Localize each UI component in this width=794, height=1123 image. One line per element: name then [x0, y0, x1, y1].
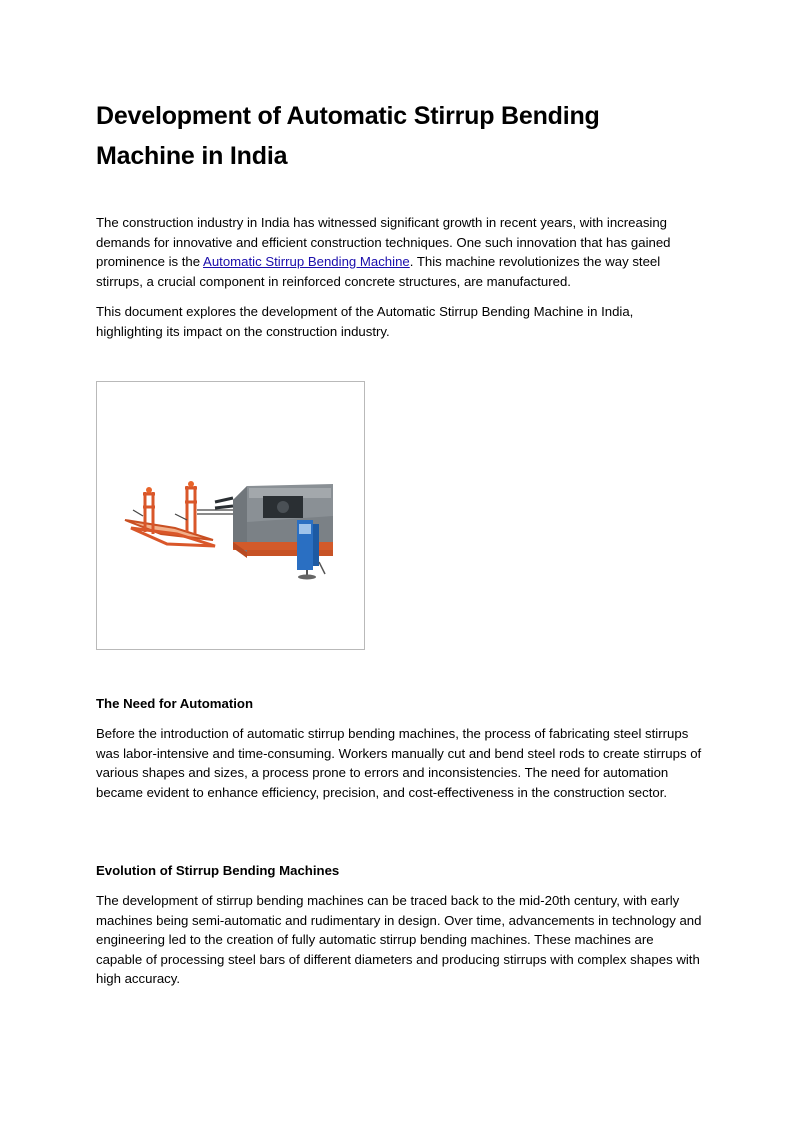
stirrup-bending-machine-icon — [97, 382, 364, 649]
intro-text-after-link: . This machine revolutionizes the way steel stirrups, a crucial component in reinforced concrete structures, are manufactured. — [96, 254, 661, 289]
machine-image — [96, 381, 365, 650]
intro-text-before-link: The construction industry in India has witnessed significant growth in recent years, with increasing demands for innovative and efficient construction techniques. One such innovation that has gained prominence is the — [96, 215, 671, 269]
section-paragraph: Before the introduction of automatic stirrup bending machines, the process of fabricating steel stirrups was labor-intensive and time-consuming. Workers manually cut and bend steel rods to create stirrups of various shapes and sizes, a process prone to errors and inconsistencies. The need for automation became evident to enhance efficiency, precision, and cost-effectiveness in the construction sector. — [96, 726, 702, 800]
section-paragraph: The development of stirrup bending machines can be traced back to the mid-20th century, with early machines being semi-automatic and rudimentary in design. Over time, advancements in technology and engineering led to the creation of fully automatic stirrup bending machines. These machines are capable of processing steel bars of different diameters and producing stirrups with complex shapes with high accuracy. — [96, 893, 702, 986]
section-heading: Evolution of Stirrup Bending Machines — [96, 863, 340, 878]
section-heading: The Need for Automation — [96, 696, 254, 711]
machine-link[interactable]: Automatic Stirrup Bending Machine — [203, 254, 410, 269]
intro-paragraph — [96, 213, 702, 291]
page-title: Development of Automatic Stirrup Bending Machine in India — [96, 102, 600, 170]
scope-paragraph: This document explores the development of the Automatic Stirrup Bending Machine in India, highlighting its impact on the construction industry. — [96, 304, 634, 339]
